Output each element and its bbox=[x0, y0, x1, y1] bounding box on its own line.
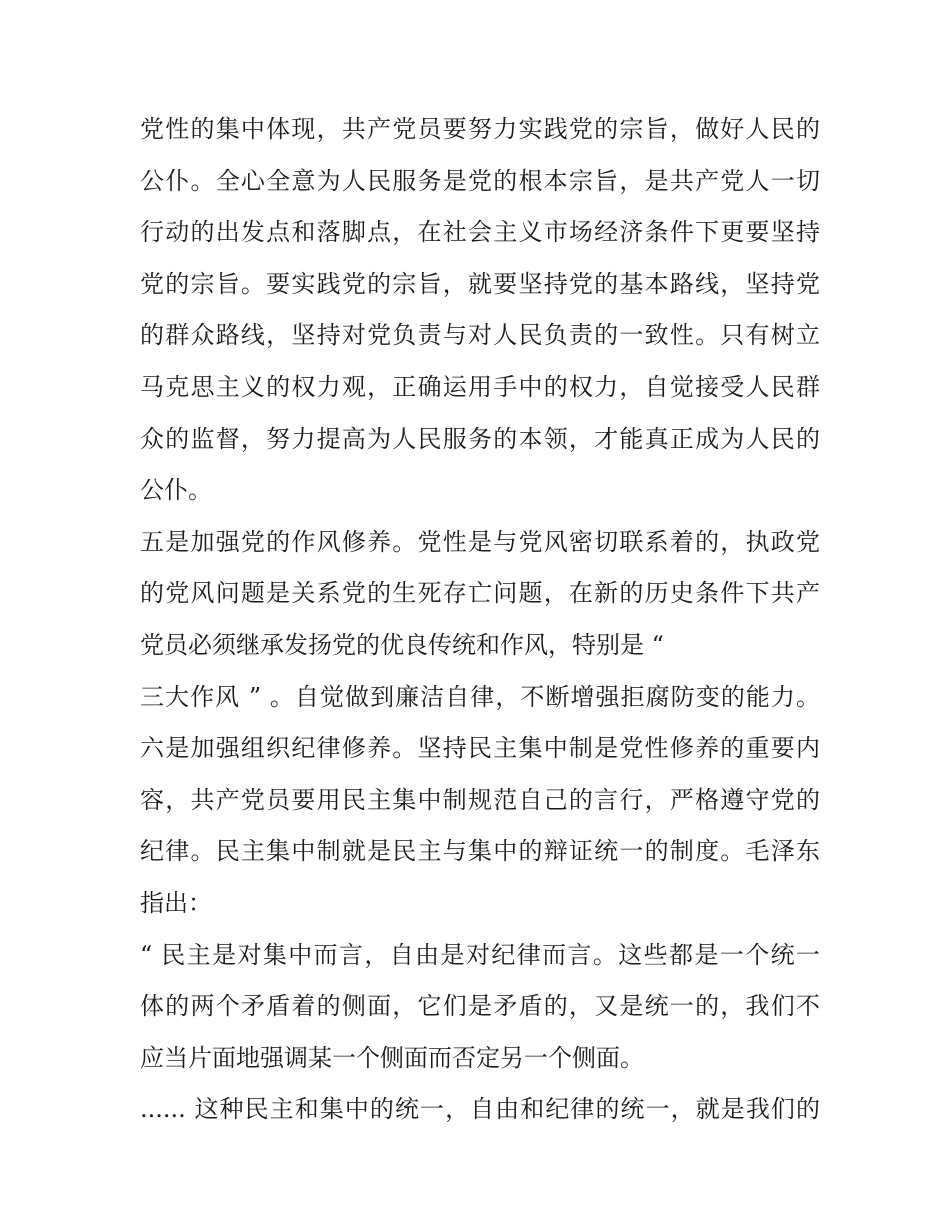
text-line: 五是加强党的作风修养。党性是与党风密切联系着的，执政党 bbox=[140, 527, 820, 556]
text-line: 的党风问题是关系党的生死存亡问题，在新的历史条件下共产 bbox=[140, 579, 820, 608]
text-line: “ 民主是对集中而言，自由是对纪律而言。这些都是一个统一 bbox=[140, 940, 820, 969]
text-line: 众的监督，努力提高为人民服务的本领，才能真正成为人民的 bbox=[140, 424, 820, 453]
text-line: 指出： bbox=[140, 888, 212, 917]
text-line: 党的宗旨。要实践党的宗旨，就要坚持党的基本路线，坚持党 bbox=[140, 269, 820, 298]
text-line: 公仆。 bbox=[140, 476, 212, 505]
document-body bbox=[140, 104, 820, 1136]
text-line: 行动的出发点和落脚点，在社会主义市场经济条件下更要坚持 bbox=[140, 218, 820, 247]
text-line: 党性的集中体现，共产党员要努力实践党的宗旨，做好人民的 bbox=[140, 115, 820, 143]
text-line: 纪律。民主集中制就是民主与集中的辩证统一的制度。毛泽东 bbox=[140, 837, 820, 866]
text-line: 公仆。全心全意为人民服务是党的根本宗旨，是共产党人一切 bbox=[140, 166, 820, 195]
text-line: 党员必须继承发扬党的优良传统和作风，特别是 “ bbox=[140, 630, 664, 659]
text-line: 体的两个矛盾着的侧面，它们是矛盾的，又是统一的，我们不 bbox=[140, 992, 820, 1021]
text-line: ...... 这种民主和集中的统一，自由和纪律的统一，就是我们的 bbox=[140, 1095, 820, 1124]
text-line: 六是加强组织纪律修养。坚持民主集中制是党性修养的重要内 bbox=[140, 734, 820, 763]
text-line: 三大作风 ” 。自觉做到廉洁自律，不断增强拒腐防变的能力。 bbox=[140, 682, 820, 711]
text-line: 的群众路线，坚持对党负责与对人民负责的一致性。只有树立 bbox=[140, 321, 820, 350]
text-line: 应当片面地强调某一个侧面而否定另一个侧面。 bbox=[140, 1043, 644, 1072]
text-line: 马克思主义的权力观，正确运用手中的权力，自觉接受人民群 bbox=[140, 372, 820, 401]
text-line: 容，共产党员要用民主集中制规范自己的言行，严格遵守党的 bbox=[140, 785, 820, 814]
